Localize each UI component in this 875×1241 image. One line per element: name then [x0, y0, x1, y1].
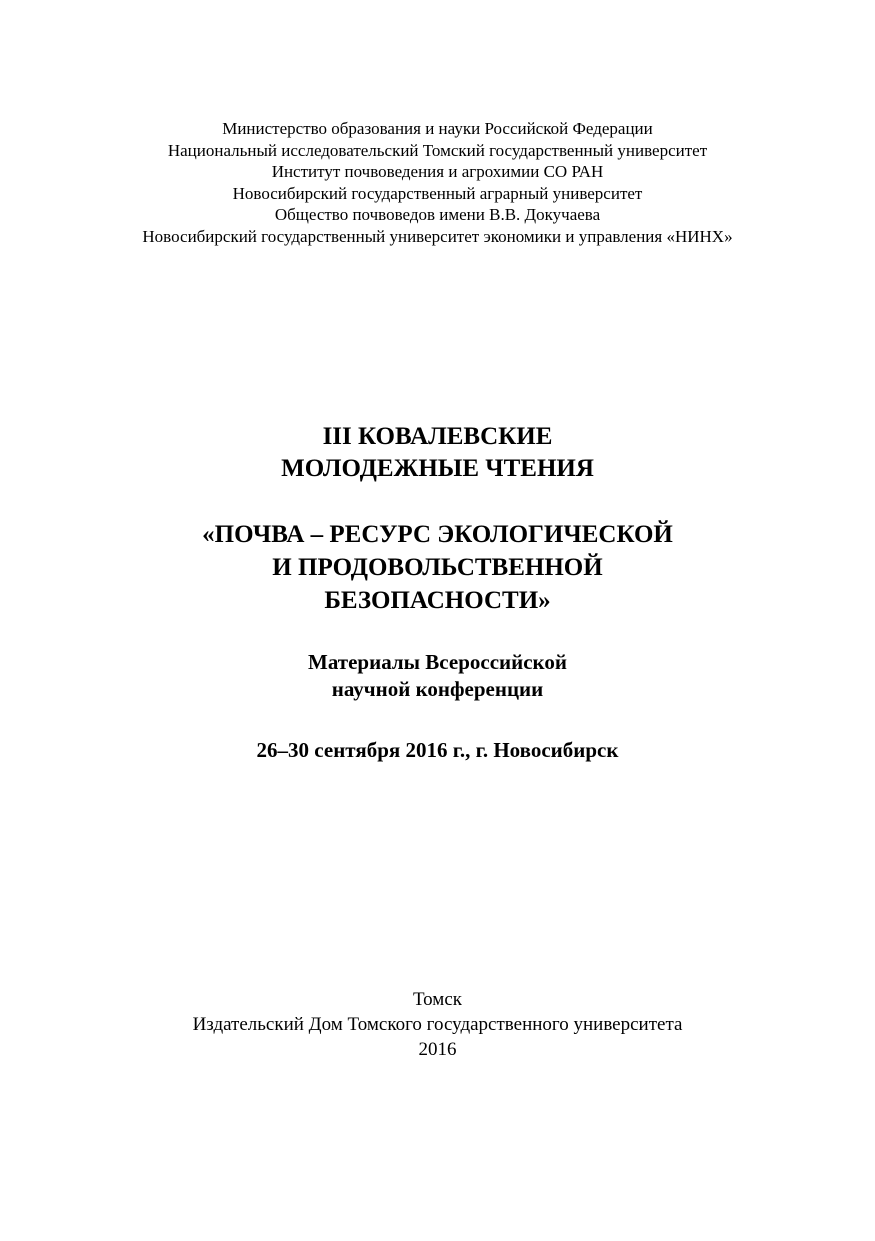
imprint-city: Томск — [412, 989, 462, 1010]
organization-line: Министерство образования и науки Российской Федерации — [222, 119, 653, 138]
imprint-publisher: Издательский Дом Томского государственного университета — [192, 1014, 683, 1035]
subtitle-line-1: Материалы Всероссийской — [308, 650, 567, 674]
organization-line: Новосибирский государственный университет экономики и управления «НИНХ» — [142, 226, 733, 246]
organization-line: Национальный исследовательский Томский государственный университет — [167, 140, 708, 160]
series-line-1: III КОВАЛЕВСКИЕ — [322, 423, 553, 450]
imprint-block — [0, 987, 875, 1062]
organization-line: Новосибирский государственный аграрный университет — [232, 183, 643, 203]
organization-line: Общество почвоведов имени В.В. Докучаева — [274, 205, 601, 225]
organizations-block — [0, 118, 875, 248]
proceedings-subtitle — [0, 649, 875, 703]
title-line-3: БЕЗОПАСНОСТИ» — [324, 587, 551, 614]
subtitle-line-2: научной конференции — [331, 677, 544, 701]
conference-title — [0, 518, 875, 617]
imprint-year: 2016 — [418, 1039, 457, 1060]
title-line-1: «ПОЧВА – РЕСУРС ЭКОЛОГИЧЕСКОЙ — [202, 521, 673, 548]
conference-dates: 26–30 сентября 2016 г., г. Новосибирск — [256, 738, 619, 762]
series-heading — [0, 421, 875, 485]
organization-line: Институт почвоведения и агрохимии СО РАН — [271, 162, 604, 182]
series-line-2: МОЛОДЕЖНЫЕ ЧТЕНИЯ — [281, 455, 594, 482]
title-line-2: И ПРОДОВОЛЬСТВЕННОЙ — [272, 554, 603, 581]
